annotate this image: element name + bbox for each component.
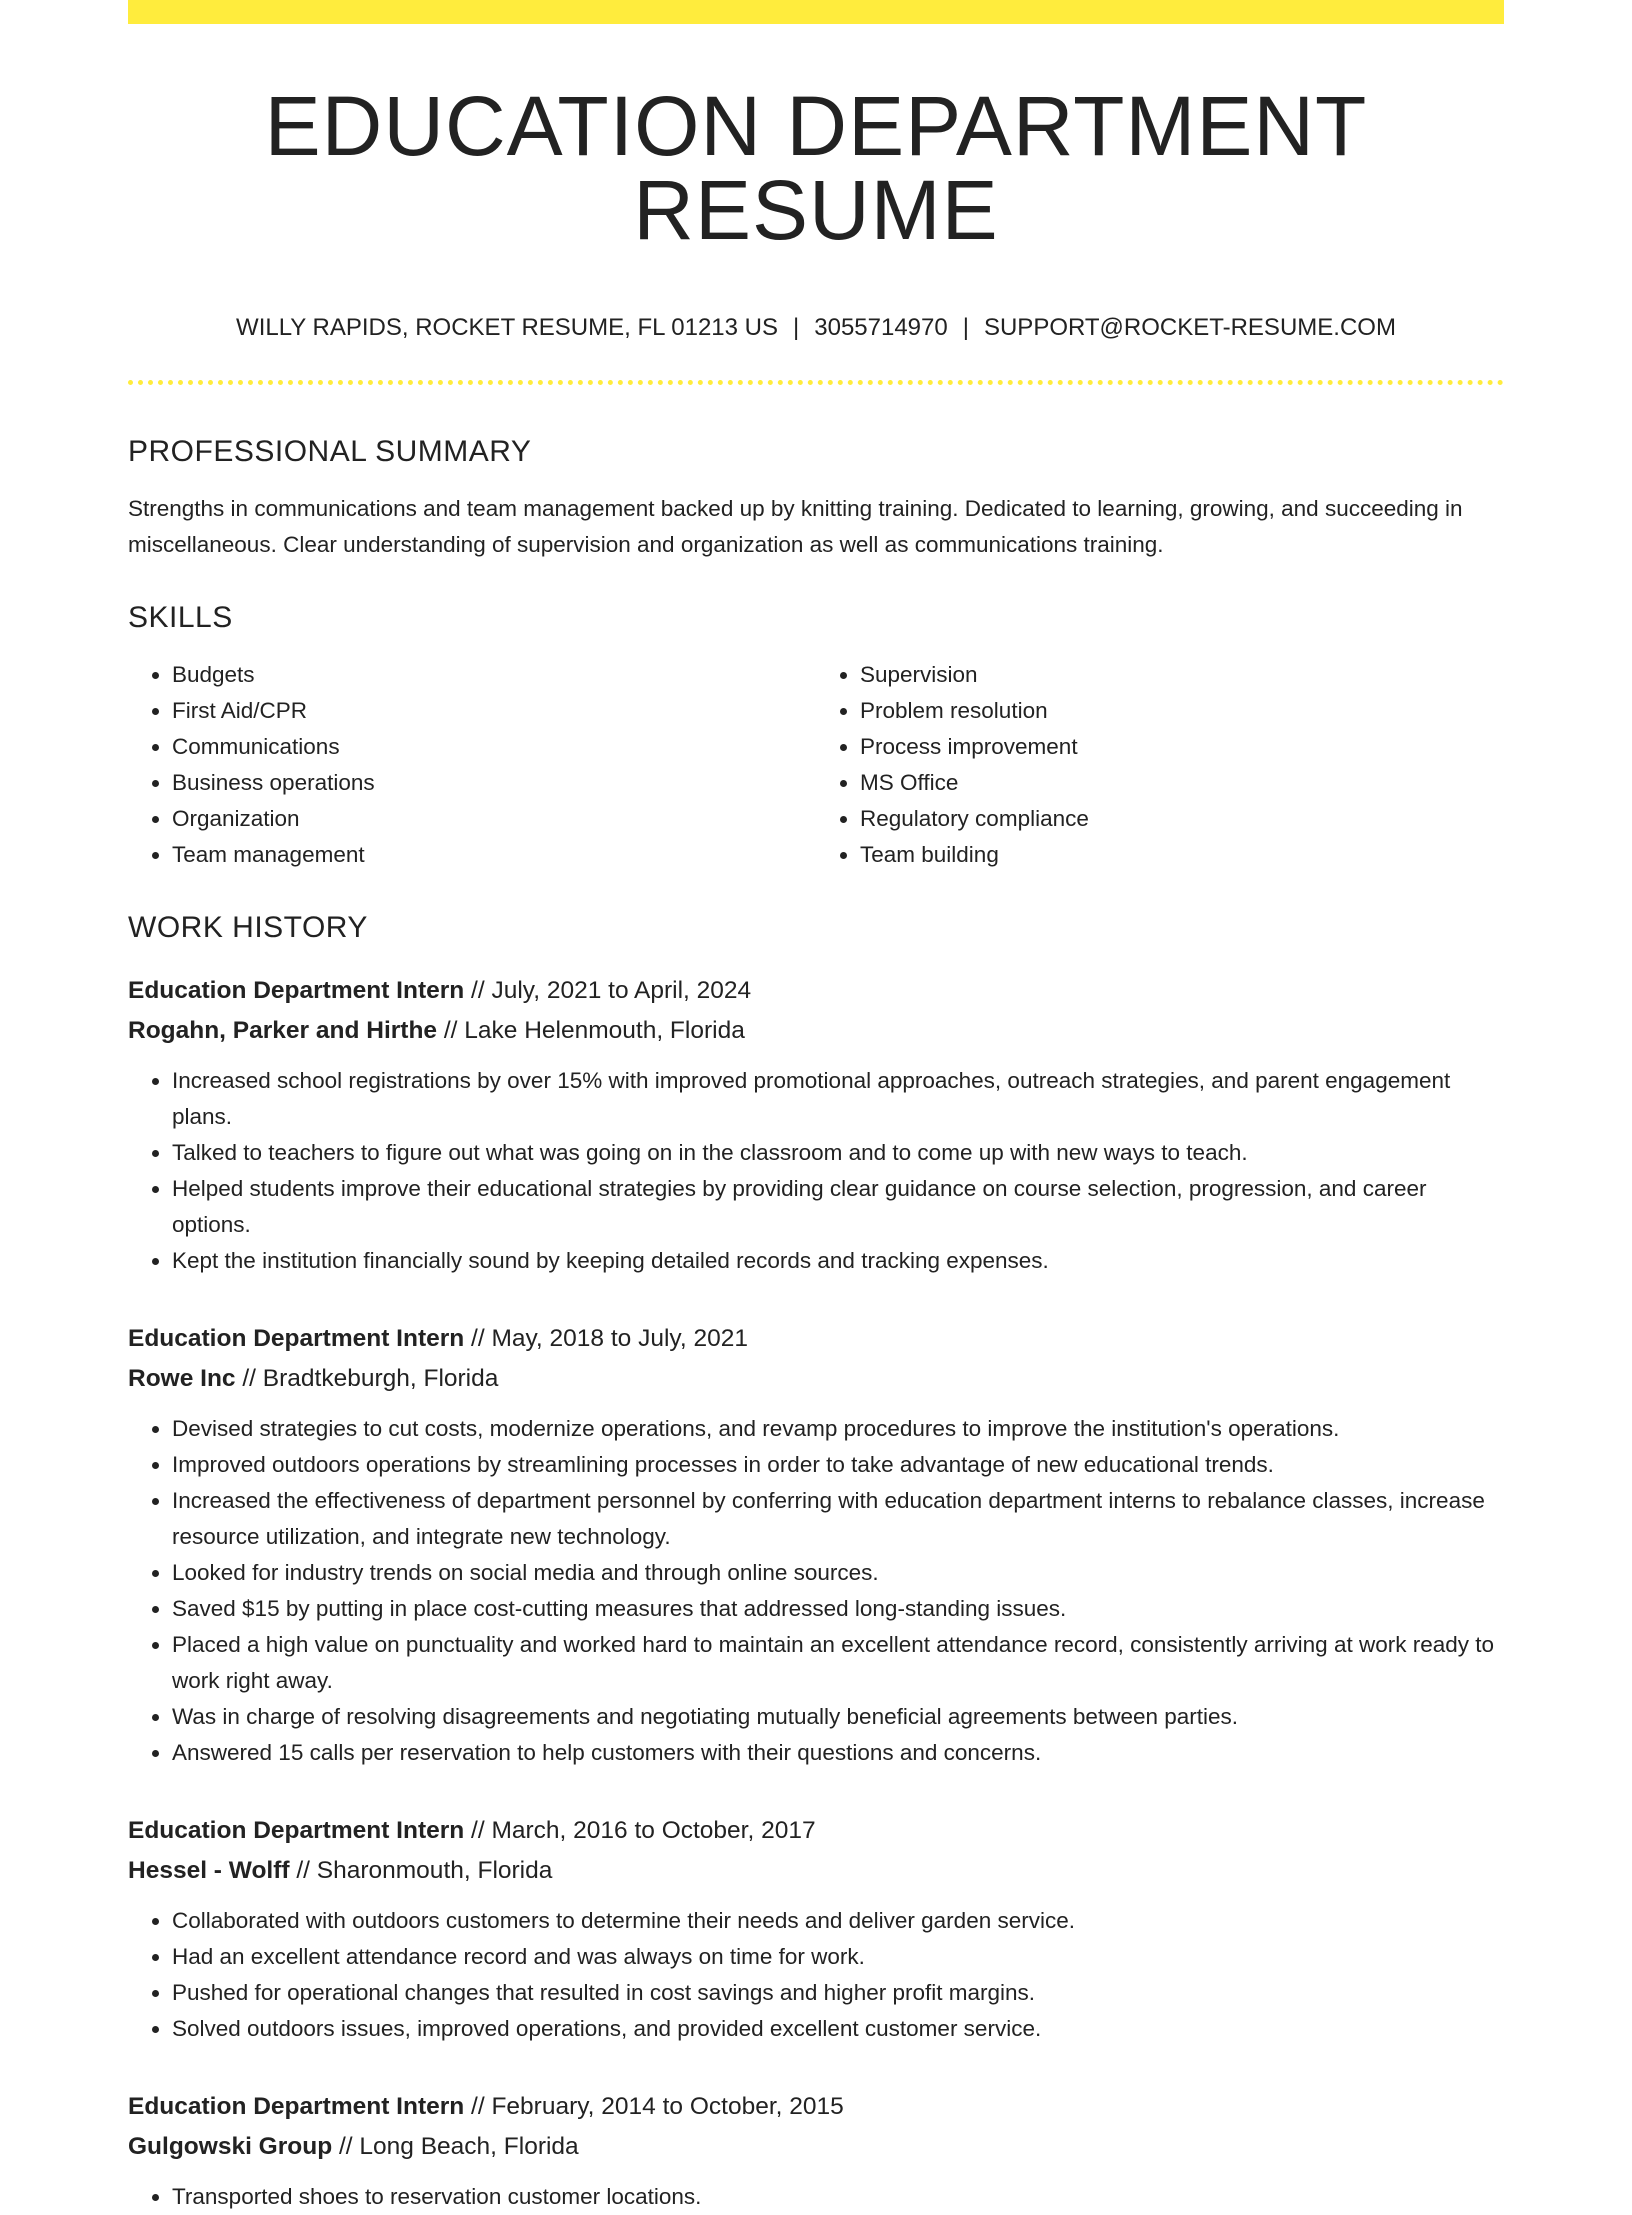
job-bullet: • Transported shoes to reservation customer locations. bbox=[172, 2179, 1504, 2215]
skill-item: • Supervision bbox=[860, 657, 1504, 693]
skill-item: • Organization bbox=[172, 801, 816, 837]
skill-item: • Budgets bbox=[172, 657, 816, 693]
skills-list-left bbox=[128, 657, 816, 873]
job-title: Education Department Intern bbox=[128, 2093, 465, 2120]
job-bullet: • Saved $15 by putting in place cost-cutting measures that addressed long-standing issues. bbox=[172, 1591, 1504, 1627]
job-location: // Long Beach, Florida bbox=[332, 2133, 579, 2160]
job-title: Education Department Intern bbox=[128, 1325, 465, 1352]
job-bullet: • Kept the institution financially sound by keeping detailed records and tracking expenses. bbox=[172, 1243, 1504, 1279]
work-history-section bbox=[128, 913, 1504, 2215]
contact-email: SUPPORT@ROCKET-RESUME.COM bbox=[983, 314, 1396, 341]
job-bullet: • Collaborated with outdoors customers to determine their needs and deliver garden service. bbox=[172, 1903, 1504, 1939]
job-dates: // May, 2018 to July, 2021 bbox=[464, 1325, 748, 1352]
job-bullets bbox=[128, 1903, 1504, 2047]
accent-top-bar bbox=[128, 0, 1504, 24]
job-entry bbox=[128, 971, 1504, 1279]
job-location: // Lake Helenmouth, Florida bbox=[437, 1017, 745, 1044]
job-bullet: • Helped students improve their educational strategies by providing clear guidance on course selection, progression, and career options. bbox=[172, 1171, 1504, 1243]
skills-section bbox=[128, 603, 1504, 873]
skills-heading: SKILLS bbox=[128, 601, 233, 634]
job-bullets bbox=[128, 2179, 1504, 2215]
skill-item: • MS Office bbox=[860, 765, 1504, 801]
job-entry bbox=[128, 1811, 1504, 2047]
job-bullet: • Devised strategies to cut costs, modernize operations, and revamp procedures to improve the institution's operations. bbox=[172, 1411, 1504, 1447]
job-title-line bbox=[128, 1811, 1504, 1851]
job-bullet: • Increased the effectiveness of department personnel by conferring with education department interns to rebalance classes, increase resource utilization, and integrate new technology. bbox=[172, 1483, 1504, 1555]
summary-text: Strengths in communications and team management backed up by knitting training. Dedicated to learning, growing, and succeeding in miscellaneous. Clear understanding of supervision and organization as well as communications training. bbox=[128, 496, 1463, 557]
job-bullet: • Looked for industry trends on social media and through online sources. bbox=[172, 1555, 1504, 1591]
contact-separator: | bbox=[793, 314, 800, 341]
summary-heading: PROFESSIONAL SUMMARY bbox=[128, 435, 532, 468]
job-bullet: • Answered 15 calls per reservation to help customers with their questions and concerns. bbox=[172, 1735, 1504, 1771]
job-dates: // February, 2014 to October, 2015 bbox=[464, 2093, 844, 2120]
job-bullet: • Improved outdoors operations by streamlining processes in order to take advantage of new educational trends. bbox=[172, 1447, 1504, 1483]
summary-section bbox=[128, 437, 1504, 563]
job-title-line bbox=[128, 971, 1504, 1011]
job-bullet: • Pushed for operational changes that resulted in cost savings and higher profit margins. bbox=[172, 1975, 1504, 2011]
job-dates: // March, 2016 to October, 2017 bbox=[464, 1817, 816, 1844]
job-bullet: • Increased school registrations by over 15% with improved promotional approaches, outreach strategies, and parent engagement plans. bbox=[172, 1063, 1504, 1135]
contact-address: WILLY RAPIDS, ROCKET RESUME, FL 01213 US bbox=[236, 314, 779, 341]
resume-page bbox=[128, 0, 1504, 2215]
job-dates: // July, 2021 to April, 2024 bbox=[464, 977, 752, 1004]
job-bullet: • Had an excellent attendance record and was always on time for work. bbox=[172, 1939, 1504, 1975]
job-company: Gulgowski Group bbox=[128, 2133, 333, 2160]
skills-list-right bbox=[816, 657, 1504, 873]
work-history-heading: WORK HISTORY bbox=[128, 911, 368, 944]
job-bullet: • Solved outdoors issues, improved operations, and provided excellent customer service. bbox=[172, 2011, 1504, 2047]
job-title: Education Department Intern bbox=[128, 977, 465, 1004]
contact-separator: | bbox=[962, 314, 969, 341]
job-location: // Bradtkeburgh, Florida bbox=[235, 1365, 499, 1392]
contact-line bbox=[128, 316, 1504, 340]
skill-item: • Communications bbox=[172, 729, 816, 765]
skill-item: • Team management bbox=[172, 837, 816, 873]
skill-item: • Team building bbox=[860, 837, 1504, 873]
job-bullet: • Placed a high value on punctuality and worked hard to maintain an excellent attendance record, consistently arriving at work ready to work right away. bbox=[172, 1627, 1504, 1699]
skill-item: • First Aid/CPR bbox=[172, 693, 816, 729]
dotted-divider bbox=[128, 380, 1504, 385]
job-location: // Sharonmouth, Florida bbox=[289, 1857, 553, 1884]
skill-item: • Process improvement bbox=[860, 729, 1504, 765]
job-company-line bbox=[128, 1011, 1504, 1051]
contact-phone: 3055714970 bbox=[814, 314, 948, 341]
job-entry bbox=[128, 1319, 1504, 1771]
job-bullets bbox=[128, 1063, 1504, 1279]
job-company: Hessel - Wolff bbox=[128, 1857, 290, 1884]
skill-item: • Problem resolution bbox=[860, 693, 1504, 729]
job-company-line bbox=[128, 1851, 1504, 1891]
resume-title: EDUCATION DEPARTMENT RESUME bbox=[264, 79, 1368, 257]
job-bullet: • Was in charge of resolving disagreements and negotiating mutually beneficial agreements between parties. bbox=[172, 1699, 1504, 1735]
job-company: Rowe Inc bbox=[128, 1365, 236, 1392]
job-bullet: • Talked to teachers to figure out what was going on in the classroom and to come up with new ways to teach. bbox=[172, 1135, 1504, 1171]
job-title-line bbox=[128, 2087, 1504, 2127]
job-bullets bbox=[128, 1411, 1504, 1771]
job-title: Education Department Intern bbox=[128, 1817, 465, 1844]
job-company: Rogahn, Parker and Hirthe bbox=[128, 1017, 438, 1044]
skills-columns bbox=[128, 657, 1504, 873]
job-entry bbox=[128, 2087, 1504, 2215]
skill-item: • Regulatory compliance bbox=[860, 801, 1504, 837]
job-title-line bbox=[128, 1319, 1504, 1359]
job-company-line bbox=[128, 2127, 1504, 2167]
skill-item: • Business operations bbox=[172, 765, 816, 801]
job-company-line bbox=[128, 1359, 1504, 1399]
